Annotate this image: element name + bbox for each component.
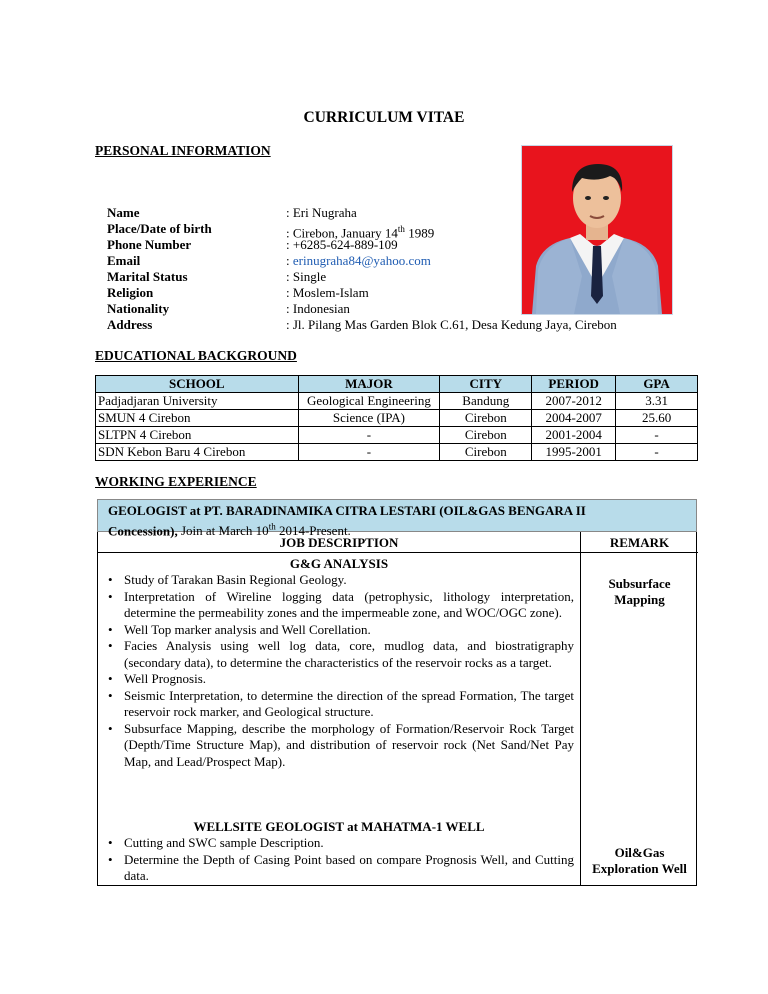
table-cell: - bbox=[298, 444, 440, 461]
row-label: Name bbox=[107, 205, 140, 220]
row-label: Email bbox=[107, 253, 141, 268]
table-cell: 2001-2004 bbox=[532, 427, 616, 444]
table-cell: Cirebon bbox=[440, 444, 532, 461]
list-item: • Cutting and SWC sample Description. bbox=[124, 835, 574, 852]
table-row bbox=[96, 410, 698, 427]
email-link[interactable]: erinugraha84@yahoo.com bbox=[292, 253, 431, 268]
table-cell: SLTPN 4 Cirebon bbox=[96, 427, 299, 444]
table-cell: Cirebon bbox=[440, 410, 532, 427]
row-label: Phone Number bbox=[107, 237, 192, 252]
row-value: : +6285-624-889-109 bbox=[286, 237, 398, 252]
list-item: • Well Top marker analysis and Well Corellation. bbox=[124, 622, 574, 639]
personal-info-heading: PERSONAL INFORMATION bbox=[95, 143, 271, 158]
personal-row-phone bbox=[107, 237, 667, 253]
table-cell: Bandung bbox=[440, 393, 532, 410]
list-item: • Seismic Interpretation, to determine the direction of the spread Formation, The target reservoir rock marker, and Geological structure. bbox=[124, 688, 574, 721]
column-header: PERIOD bbox=[532, 376, 616, 393]
table-cell: - bbox=[616, 444, 698, 461]
table-cell: 1995-2001 bbox=[532, 444, 616, 461]
row-value: : Eri Nugraha bbox=[286, 205, 357, 220]
row-label: Marital Status bbox=[107, 269, 188, 284]
job-description-header: JOB DESCRIPTION bbox=[279, 535, 399, 550]
list-item: • Subsurface Mapping, describe the morphology of Formation/Reservoir Rock Target (Depth/Time Structure Map), and distribution of reservoir rock (Net Sand/Net Pay Map, and Lead/Prospect Map). bbox=[124, 721, 574, 771]
row-label: Religion bbox=[107, 285, 154, 300]
job-description-table bbox=[97, 532, 697, 886]
column-header: MAJOR bbox=[298, 376, 440, 393]
wellsite-task-list bbox=[98, 835, 574, 885]
list-item: • Determine the Depth of Casing Point based on compare Prognosis Well, and Cutting data. bbox=[124, 852, 574, 885]
row-value: : Indonesian bbox=[286, 301, 350, 316]
list-item: • Study of Tarakan Basin Regional Geology. bbox=[124, 572, 574, 589]
group-title-gg: G&G ANALYSIS bbox=[289, 556, 389, 571]
table-cell: SDN Kebon Baru 4 Cirebon bbox=[96, 444, 299, 461]
document-title: CURRICULUM VITAE bbox=[303, 109, 465, 126]
row-label: Nationality bbox=[107, 301, 170, 316]
table-cell: Geological Engineering bbox=[298, 393, 440, 410]
list-item: • Interpretation of Wireline logging data (petrophysic, lithology interpretation, determine the permeability zones and the impermeable zone, and WOC/OGC zone). bbox=[124, 589, 574, 622]
row-label: Place/Date of birth bbox=[107, 221, 212, 236]
personal-row-religion bbox=[107, 285, 667, 301]
table-cell: 2004-2007 bbox=[532, 410, 616, 427]
remark-exploration: Oil&Gas Exploration Well bbox=[592, 845, 687, 876]
table-cell: 25.60 bbox=[616, 410, 698, 427]
row-value: : Cirebon, January 14th 1989 bbox=[286, 224, 435, 241]
table-row bbox=[96, 393, 698, 410]
table-cell: 2007-2012 bbox=[532, 393, 616, 410]
column-header: GPA bbox=[616, 376, 698, 393]
row-label: Address bbox=[107, 317, 153, 332]
group-title-wellsite: WELLSITE GEOLOGIST at MAHATMA-1 WELL bbox=[193, 819, 485, 834]
row-value: : Moslem-Islam bbox=[286, 285, 369, 300]
column-header: CITY bbox=[440, 376, 532, 393]
row-value: : erinugraha84@yahoo.com bbox=[286, 253, 431, 268]
position-header bbox=[97, 499, 697, 539]
table-cell: - bbox=[616, 427, 698, 444]
remark-subsurface: Subsurface Mapping bbox=[608, 576, 671, 607]
list-item: • Well Prognosis. bbox=[124, 671, 574, 688]
column-header: SCHOOL bbox=[96, 376, 299, 393]
list-item: • Facies Analysis using well log data, core, mudlog data, and biostratigraphy (secondary data), to determine the characteristics of the reservoir rocks as a target. bbox=[124, 638, 574, 671]
table-cell: 3.31 bbox=[616, 393, 698, 410]
header-divider bbox=[98, 552, 698, 553]
remark-header: REMARK bbox=[609, 535, 670, 550]
table-cell: SMUN 4 Cirebon bbox=[96, 410, 299, 427]
personal-row-birth bbox=[107, 221, 667, 241]
education-table bbox=[95, 375, 698, 461]
personal-row-email bbox=[107, 253, 667, 269]
position-title-cont: Concession), bbox=[108, 523, 178, 539]
personal-row-marital bbox=[107, 269, 667, 285]
work-experience-block bbox=[97, 499, 697, 886]
table-row bbox=[96, 427, 698, 444]
table-header-row bbox=[96, 376, 698, 393]
table-cell: Padjadjaran University bbox=[96, 393, 299, 410]
join-date: Join at March 10th 2014-Present. bbox=[177, 522, 351, 539]
table-cell: Cirebon bbox=[440, 427, 532, 444]
work-heading: WORKING EXPERIENCE bbox=[95, 474, 257, 489]
table-cell: Science (IPA) bbox=[298, 410, 440, 427]
personal-row-nationality bbox=[107, 301, 667, 317]
gg-task-list bbox=[98, 572, 574, 770]
education-heading: EDUCATIONAL BACKGROUND bbox=[95, 348, 297, 363]
personal-row-name bbox=[107, 205, 667, 221]
table-row bbox=[96, 444, 698, 461]
row-value: : Jl. Pilang Mas Garden Blok C.61, Desa Kedung Jaya, Cirebon bbox=[286, 317, 617, 332]
row-value: : Single bbox=[286, 269, 327, 284]
table-cell: - bbox=[298, 427, 440, 444]
position-title: GEOLOGIST at PT. BARADINAMIKA CITRA LESTARI (OIL&GAS BENGARA II bbox=[108, 503, 586, 518]
personal-row-address bbox=[107, 317, 667, 333]
